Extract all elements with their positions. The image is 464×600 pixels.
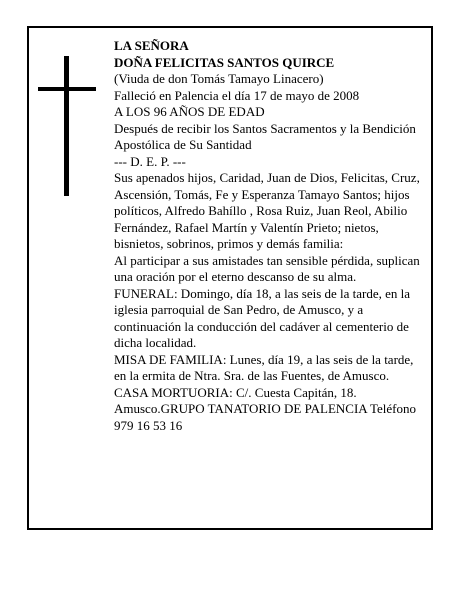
widow-of: (Viuda de don Tomás Tamayo Linacero) bbox=[114, 71, 324, 86]
cross-icon bbox=[64, 56, 69, 196]
cross-icon-bar bbox=[38, 87, 96, 91]
deceased-name: DOÑA FELICITAS SANTOS QUIRCE bbox=[114, 54, 335, 70]
obituary-text bbox=[114, 38, 424, 434]
funeral-info: FUNERAL: Domingo, día 18, a las seis de la tarde, en la iglesia parroquial de San Pedro, de Amusco, y a continuación la conducción del cadáver al cementerio de dicha localidad. bbox=[114, 285, 411, 350]
title-line-1: LA SEÑORA bbox=[114, 38, 189, 53]
age: A LOS 96 AÑOS DE EDAD bbox=[114, 104, 265, 119]
family-list: Sus apenados hijos, Caridad, Juan de Dios, Felicitas, Cruz, Ascensión, Tomás, Fe y Esperanza Tamayo Santos; hijos políticos, Alfredo Bahíllo , Rosa Ruiz, Juan Reol, Abilio Fernández, Rafael Martín y Valentín Prieto; nietos, bisnietos, sobrinos, primos y demás familia: bbox=[114, 170, 420, 251]
dep: --- D. E. P. --- bbox=[114, 153, 186, 169]
funeral-home-info: CASA MORTUORIA: C/. Cuesta Capitán, 18. Amusco.GRUPO TANATORIO DE PALENCIA Teléfono 979 16 53 16 bbox=[114, 384, 416, 433]
death-date: Falleció en Palencia el día 17 de mayo de 2008 bbox=[114, 87, 360, 103]
sacraments: Después de recibir los Santos Sacramentos y la Bendición Apostólica de Su Santidad bbox=[114, 120, 416, 152]
family-mass-info: MISA DE FAMILIA: Lunes, día 19, a las seis de la tarde, en la ermita de Ntra. Sra. de las Fuentes, de Amusco. bbox=[114, 351, 414, 383]
prayer-request: Al participar a sus amistades tan sensible pérdida, suplican una oración por el eterno descanso de su alma. bbox=[114, 252, 420, 284]
